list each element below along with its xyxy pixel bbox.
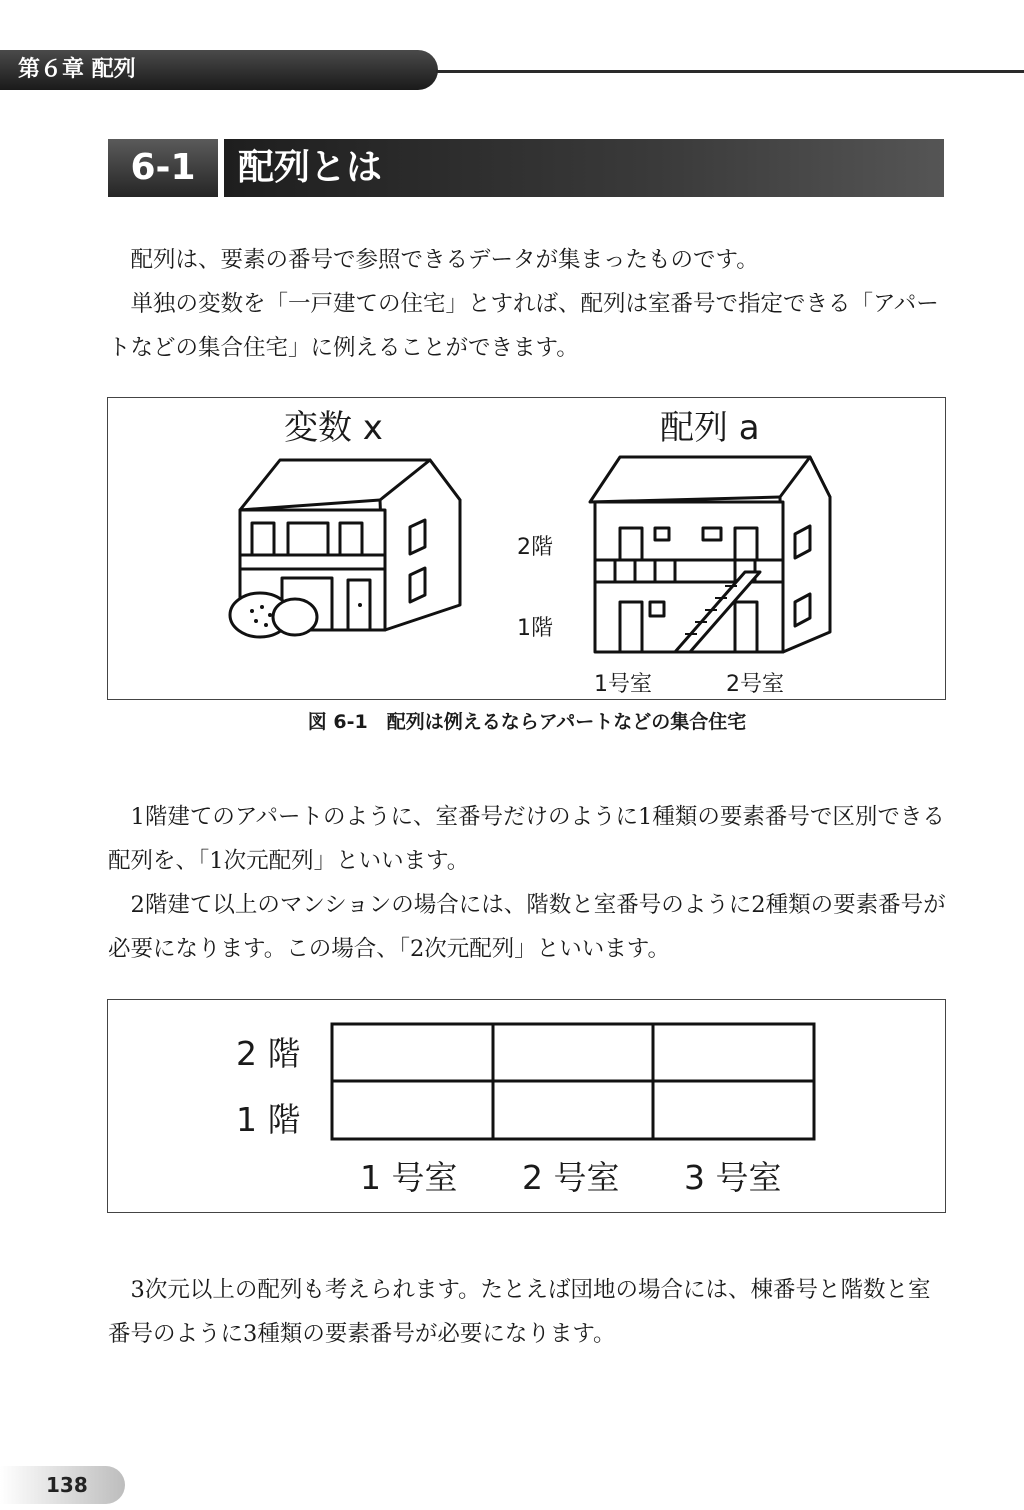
grid-row-label-2: 2 階 [236, 1034, 301, 1073]
middle-paragraph-1: 1階建てのアパートのように、室番号だけのように1種類の要素番号で区別できる配列を、「1次元配列」といいます。 [108, 804, 945, 874]
closing-paragraph: 3次元以上の配列も考えられます。たとえば団地の場合には、棟番号と階数と室番号のように3種類の要素番号が必要になります。 [108, 1277, 931, 1347]
array-label: 配列 a [660, 408, 760, 448]
intro-paragraph-2: 単独の変数を「一戸建ての住宅」とすれば、配列は室番号で指定できる「アパートなどの集合住宅」に例えることができます。 [108, 291, 939, 361]
room-1-label: 1号室 [594, 672, 652, 697]
floor-2-label: 2階 [517, 535, 553, 560]
chapter-header-rule [436, 70, 1024, 73]
middle-paragraph-2: 2階建て以上のマンションの場合には、階数と室番号のように2種類の要素番号が必要になります。この場合、「2次元配列」といいます。 [108, 892, 946, 962]
page-number: 138 [46, 1473, 88, 1497]
figure-caption: 図 6-1 配列は例えるならアパートなどの集合住宅 [307, 711, 747, 733]
section-title: 配列とは [224, 139, 944, 197]
chapter-title: 第６章 配列 [18, 57, 136, 82]
room-2-label: 2号室 [726, 672, 784, 697]
grid-col-label-2: 2 号室 [522, 1158, 620, 1197]
grid-col-label-3: 3 号室 [684, 1158, 782, 1197]
variable-label: 変数 x [284, 408, 383, 448]
two-d-array-grid [330, 1022, 818, 1142]
floor-1-label: 1階 [517, 616, 553, 641]
house-illustration [220, 455, 470, 645]
intro-paragraph-1: 配列は、要素の番号で参照できるデータが集まったものです。 [130, 247, 759, 273]
grid-col-label-1: 1 号室 [360, 1158, 458, 1197]
apartment-illustration [585, 452, 835, 662]
section-number: 6-1 [108, 139, 218, 197]
grid-row-label-1: 1 階 [236, 1100, 301, 1139]
